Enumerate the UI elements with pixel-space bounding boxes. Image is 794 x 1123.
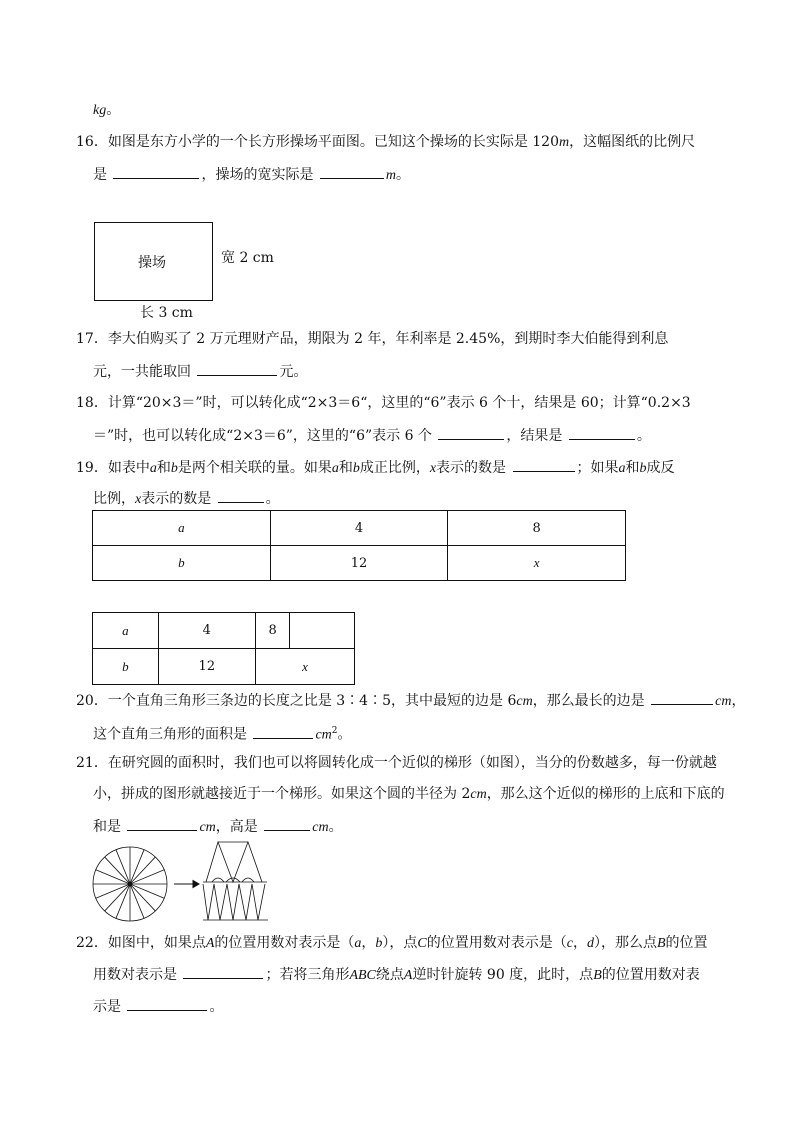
question-number: 16．	[76, 134, 108, 150]
table-cell: a	[93, 511, 271, 546]
answer-blank-direct[interactable]	[513, 457, 575, 472]
answer-blank-height[interactable]	[264, 816, 310, 831]
table-cell: 12	[158, 649, 255, 685]
answer-blank-longest[interactable]	[651, 690, 713, 705]
q21-line2: 小，拼成的图形就越接近于一个梯形。如果这个圆的半径为 2cm，那么这个近似的梯形的上底和下底的	[93, 786, 725, 802]
q22-line3: 示是 。	[93, 996, 223, 1017]
width-label: 宽 2 cm	[221, 250, 274, 266]
table-cell: 8	[448, 511, 626, 546]
arrow-icon	[174, 881, 199, 888]
q18-line2: ＝”时，也可以转化成“2×3＝6”，这里的“6”表示 6 个 ，结果是 。	[93, 425, 651, 446]
answer-blank-result[interactable]	[569, 425, 635, 440]
table-cell: b	[93, 546, 271, 581]
question-number: 17．	[76, 331, 108, 347]
q18-line1: 18．计算“20×3＝”时，可以转化成“2×3＝6“，这里的“6”表示 6 个十，结果是 60；计算“0.2×3	[76, 395, 691, 411]
table-cell: 4	[158, 613, 255, 649]
q22-line1: 22．如图中，如果点A的位置用数对表示是（a，b），点C的位置用数对表示是（c，d），那么点B的位置	[76, 935, 708, 951]
playground-label: 操场	[138, 255, 166, 271]
question-number: 18．	[76, 395, 108, 411]
question-number: 22．	[76, 935, 108, 951]
q20-line1: 20．一个直角三角形三条边的长度之比是 3∶4∶5，其中最短的边是 6cm，那么最长的边是 cm，	[76, 690, 745, 712]
q16-line2: 是 ，操场的宽实际是 m。	[93, 164, 410, 186]
q16-line1: 16．如图是东方小学的一个长方形操场平面图。已知这个操场的长实际是 120m，这幅图纸的比例尺	[76, 134, 696, 150]
question-number: 19．	[76, 460, 108, 476]
q19-line2: 比例，x表示的数是 。	[93, 488, 280, 510]
answer-blank-scale[interactable]	[113, 164, 199, 179]
answer-blank-area[interactable]	[253, 724, 313, 739]
trapezoid-shape	[203, 842, 268, 920]
question-number: 21．	[76, 755, 108, 771]
unit-kg: kg	[93, 103, 107, 118]
answer-blank-rotated[interactable]	[127, 996, 207, 1011]
table-cell: x	[255, 649, 354, 685]
circle-to-trapezoid-figure	[90, 838, 280, 928]
q22-line2: 用数对表示是 ；若将三角形ABC绕点A逆时针旋转 90 度，此时，点B的位置用数对表	[93, 964, 700, 986]
answer-blank-pointB[interactable]	[183, 964, 263, 979]
table-cell: 4	[270, 511, 448, 546]
answer-blank-total[interactable]	[197, 361, 277, 376]
q20-line2: 这个直角三角形的面积是 $cm^2$。	[93, 721, 352, 746]
question-number: 20．	[76, 693, 108, 709]
carryover-line	[93, 100, 120, 121]
answer-blank-unit[interactable]	[438, 425, 504, 440]
answer-blank-inverse[interactable]	[218, 488, 264, 503]
value-table-1	[92, 510, 626, 581]
table-cell: x	[448, 546, 626, 581]
table-cell	[290, 613, 355, 649]
q19-line1: 19．如表中a和b是两个相关联的量。如果a和b成正比例，x表示的数是 ；如果a和b成反	[76, 457, 675, 479]
q17-line1: 17．李大伯购买了 2 万元理财产品，期限为 2 年，年利率是 2.45%，到期时李大伯能得到利息	[76, 331, 669, 347]
length-label: 长 3 cm	[140, 305, 193, 321]
value-table-2	[92, 612, 355, 685]
sector-circle	[93, 847, 167, 921]
q17-line2: 元，一共能取回 元。	[93, 361, 307, 382]
q21-line3: 和是 cm，高是 cm。	[93, 816, 343, 838]
period: 。	[106, 102, 121, 118]
table-cell: b	[93, 649, 159, 685]
table-cell: a	[93, 613, 159, 649]
table-cell: 12	[270, 546, 448, 581]
table-cell: 8	[255, 613, 289, 649]
q21-line1: 21．在研究圆的面积时，我们也可以将圆转化成一个近似的梯形（如图），当分的份数越多，每一份就越	[76, 755, 717, 771]
answer-blank-bases[interactable]	[127, 816, 197, 831]
answer-blank-width[interactable]	[320, 164, 384, 179]
